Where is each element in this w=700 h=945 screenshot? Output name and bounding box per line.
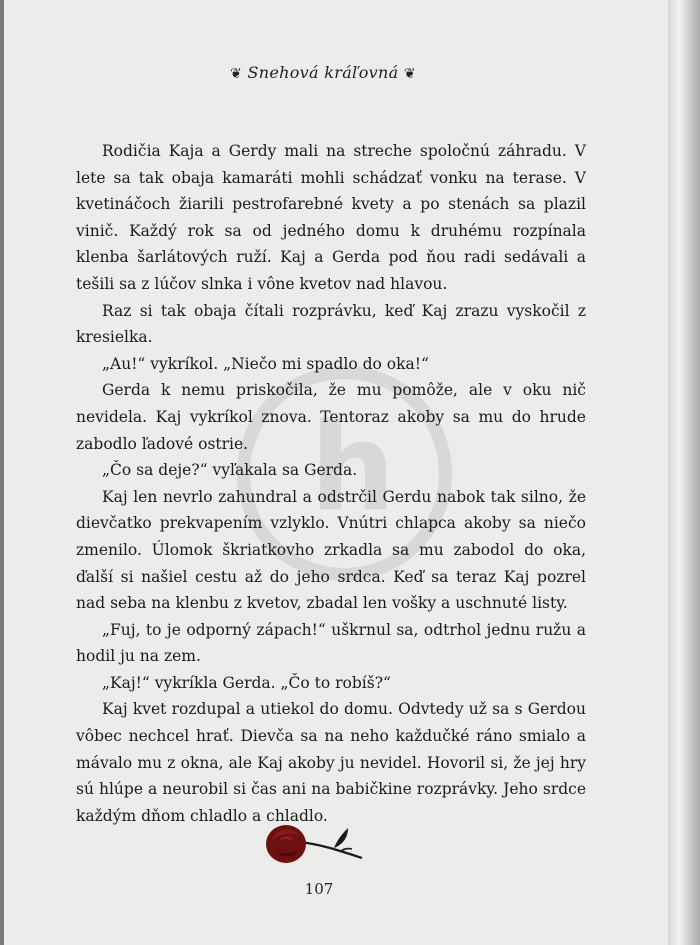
paragraph: Kaj len nevrlo zahundral a odstrčil Gerdu nabok tak silno, že dievčatko prekvapením vzlyklo. Vnútri chlapca akoby sa niečo zmenilo. Úlomok škriatkovho zrkadla sa mu zabodol do oka, ďalší si našiel cestu až do jeho srdca. Keď sa teraz Kaj pozrel nad seba na klenbu z kvetov, zbadal len vošky a uschnuté listy.: [76, 487, 586, 613]
paragraph: Raz si tak obaja čítali rozprávku, keď Kaj zrazu vyskočil z kresielka.: [76, 301, 586, 347]
paragraph: „Kaj!“ vykríkla Gerda. „Čo to robíš?“: [102, 673, 391, 692]
running-header: [218, 63, 428, 91]
watermark-logo: h: [237, 366, 452, 581]
page-number: 107: [304, 880, 334, 898]
page-edge: [668, 0, 700, 945]
paragraph: „Čo sa deje?“ vyľakala sa Gerda.: [102, 461, 358, 480]
paragraph: „Au!“ vykríkol. „Niečo mi spadlo do oka!“: [102, 354, 429, 373]
header-ornament-right: ❦: [403, 66, 416, 82]
story-text: [76, 138, 586, 829]
paragraph: Kaj kvet rozdupal a utiekol do domu. Odvtedy už sa s Gerdou vôbec nechcel hrať. Dievča sa na neho každučké ráno smialo a mávalo mu z okna, ale Kaj akoby ju nevidel. Hovoril si, že jej hry sú hlúpe a neurobil si čas ani na babičkine rozprávky. Jeho srdce každým dňom chladlo a chladlo.: [76, 700, 586, 825]
header-title: Snehová kráľovná: [247, 63, 399, 82]
rose-illustration: [262, 818, 372, 870]
header-ornament-left: ❦: [230, 66, 243, 82]
book-page: [4, 0, 668, 945]
paragraph: „Fuj, to je odporný zápach!“ uškrnul sa, odtrhol jednu ružu a hodil ju na zem.: [76, 620, 586, 666]
paragraph: Rodičia Kaja a Gerdy mali na streche spoločnú záhradu. V lete sa tak obaja kamaráti mohli schádzať vonku na terase. V kvetináčoch žiarili pestrofarebné kvety a po stenách sa plazil vinič. Každý rok sa od jedného domu k druhému rozpínala klenba šarlátových ruží. Kaj a Gerda pod ňou radi sedávali a tešili sa z lúčov slnka i vône kvetov nad hlavou.: [76, 142, 586, 293]
paragraph: Gerda k nemu priskočila, že mu pomôže, ale v oku nič nevidela. Kaj vykríkol znova. Tentoraz akoby sa mu do hrude zabodlo ľadové ostrie.: [76, 381, 586, 453]
